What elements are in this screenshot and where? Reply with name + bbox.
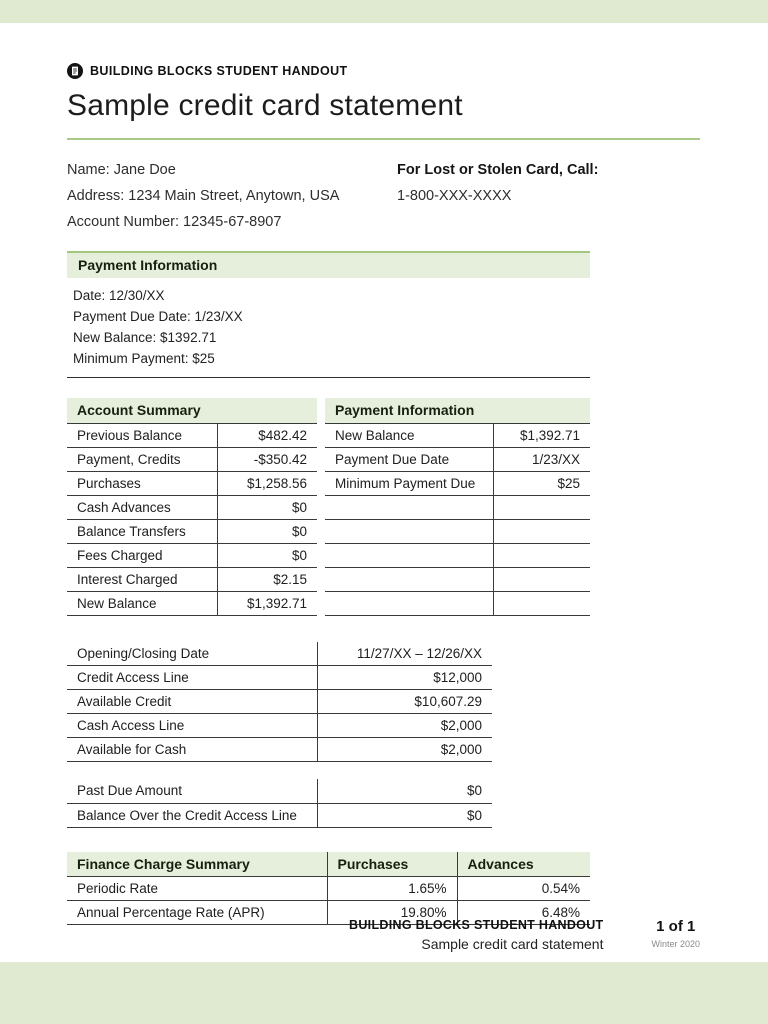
table-row xyxy=(67,642,492,666)
handout-header xyxy=(67,63,700,79)
edition-label: Winter 2020 xyxy=(651,939,700,949)
cell-label: Balance Transfers xyxy=(67,519,217,543)
cell-purchases: 19.80% xyxy=(327,901,457,925)
cell-value: $12,000 xyxy=(317,666,492,690)
lost-card-block xyxy=(397,157,598,235)
title-divider xyxy=(67,138,700,140)
cell-label: Past Due Amount xyxy=(67,779,317,803)
column-header-purchases: Purchases xyxy=(327,852,457,877)
table-row xyxy=(67,591,317,615)
summary-tables xyxy=(67,398,700,616)
table-header-row xyxy=(67,852,590,877)
table-row xyxy=(325,519,590,543)
cell-label xyxy=(325,519,493,543)
cell-label xyxy=(325,495,493,519)
cell-label xyxy=(325,543,493,567)
lost-card-phone: 1-800-XXX-XXXX xyxy=(397,188,512,204)
cell-value xyxy=(493,591,590,615)
cell-value: $2,000 xyxy=(317,738,492,762)
table-row xyxy=(325,471,590,495)
cell-value xyxy=(493,519,590,543)
building-blocks-logo-icon xyxy=(67,63,83,79)
cell-label: Annual Percentage Rate (APR) xyxy=(67,901,327,925)
cell-advances: 0.54% xyxy=(457,877,590,901)
table-header-row xyxy=(67,398,317,423)
payment-information-table xyxy=(325,398,590,616)
cell-label: Payment Due Date xyxy=(325,447,493,471)
table-row xyxy=(67,447,317,471)
footer-subtitle: Sample credit card statement xyxy=(421,936,604,952)
table-row xyxy=(325,543,590,567)
cell-value: $1,392.71 xyxy=(493,423,590,447)
table-row xyxy=(325,447,590,471)
cell-label: New Balance xyxy=(67,591,217,615)
table-row xyxy=(67,714,492,738)
payment-box-line: Minimum Payment: $25 xyxy=(73,351,215,366)
cell-label: Interest Charged xyxy=(67,567,217,591)
account-info-block xyxy=(67,157,397,235)
cell-value: $0 xyxy=(217,495,317,519)
cell-value: $25 xyxy=(493,471,590,495)
page-title: Sample credit card statement xyxy=(67,89,463,122)
cell-label: Purchases xyxy=(67,471,217,495)
cell-label: Minimum Payment Due xyxy=(325,471,493,495)
table-row xyxy=(67,495,317,519)
account-name: Name: Jane Doe xyxy=(67,162,176,178)
cell-label: Periodic Rate xyxy=(67,877,327,901)
account-summary-title: Account Summary xyxy=(67,398,317,423)
table-row xyxy=(67,803,492,827)
cell-value: 1/23/XX xyxy=(493,447,590,471)
payment-information-title: Payment Information xyxy=(325,398,590,423)
cell-value: $0 xyxy=(317,803,492,827)
payment-box-line: Payment Due Date: 1/23/XX xyxy=(73,309,243,324)
table-row xyxy=(67,519,317,543)
table-row xyxy=(67,690,492,714)
table-row xyxy=(67,471,317,495)
footer-text-block xyxy=(349,918,603,952)
top-green-band xyxy=(0,0,768,23)
payment-information-box xyxy=(67,251,590,378)
table-row xyxy=(325,591,590,615)
cell-label xyxy=(325,591,493,615)
cell-value: $482.42 xyxy=(217,423,317,447)
cell-value xyxy=(493,567,590,591)
page-footer xyxy=(349,918,700,952)
cell-label: Available Credit xyxy=(67,690,317,714)
cell-value xyxy=(493,543,590,567)
table-row xyxy=(67,567,317,591)
cell-label: Fees Charged xyxy=(67,543,217,567)
account-number: Account Number: 12345-67-8907 xyxy=(67,214,282,230)
cell-label: Previous Balance xyxy=(67,423,217,447)
past-due-table xyxy=(67,779,492,828)
table-header-row xyxy=(325,398,590,423)
table-row xyxy=(67,877,590,901)
table-row xyxy=(325,423,590,447)
cell-label xyxy=(325,567,493,591)
cell-value: -$350.42 xyxy=(217,447,317,471)
bottom-green-band xyxy=(0,962,768,1024)
table-row xyxy=(67,543,317,567)
finance-charge-summary-table xyxy=(67,852,590,926)
cell-advances: 6.48% xyxy=(457,901,590,925)
cell-label: Cash Access Line xyxy=(67,714,317,738)
cell-value: $1,392.71 xyxy=(217,591,317,615)
finance-charge-title: Finance Charge Summary xyxy=(67,852,327,877)
cell-label: Balance Over the Credit Access Line xyxy=(67,803,317,827)
payment-box-lines xyxy=(67,278,590,377)
cell-value: $1,258.56 xyxy=(217,471,317,495)
cell-label: Credit Access Line xyxy=(67,666,317,690)
footer-eyebrow: BUILDING BLOCKS STUDENT HANDOUT xyxy=(349,918,604,932)
page-indicator: 1 of 1 xyxy=(656,918,696,935)
table-row xyxy=(67,779,492,803)
lost-card-label: For Lost or Stolen Card, Call: xyxy=(397,162,599,178)
cell-label: New Balance xyxy=(325,423,493,447)
credit-details-table xyxy=(67,642,492,763)
account-address: Address: 1234 Main Street, Anytown, USA xyxy=(67,188,340,204)
table-row xyxy=(325,495,590,519)
payment-box-line: Date: 12/30/XX xyxy=(73,288,165,303)
document-page xyxy=(0,23,768,925)
table-row xyxy=(325,567,590,591)
table-row xyxy=(67,423,317,447)
cell-value: $0 xyxy=(317,779,492,803)
cell-purchases: 1.65% xyxy=(327,877,457,901)
account-summary-table xyxy=(67,398,317,616)
cell-label: Cash Advances xyxy=(67,495,217,519)
table-row xyxy=(67,738,492,762)
handout-eyebrow: BUILDING BLOCKS STUDENT HANDOUT xyxy=(90,64,348,78)
payment-box-title: Payment Information xyxy=(67,251,590,278)
cell-value: $2,000 xyxy=(317,714,492,738)
cell-label: Opening/Closing Date xyxy=(67,642,317,666)
payment-box-line: New Balance: $1392.71 xyxy=(73,330,217,345)
cell-value: $0 xyxy=(217,543,317,567)
cell-value: 11/27/XX – 12/26/XX xyxy=(317,642,492,666)
cell-value: $2.15 xyxy=(217,567,317,591)
column-header-advances: Advances xyxy=(457,852,590,877)
cell-label: Available for Cash xyxy=(67,738,317,762)
cell-value: $10,607.29 xyxy=(317,690,492,714)
footer-page-block xyxy=(651,918,700,949)
cell-value xyxy=(493,495,590,519)
account-info-section xyxy=(67,157,700,235)
cell-label: Payment, Credits xyxy=(67,447,217,471)
cell-value: $0 xyxy=(217,519,317,543)
table-row xyxy=(67,666,492,690)
